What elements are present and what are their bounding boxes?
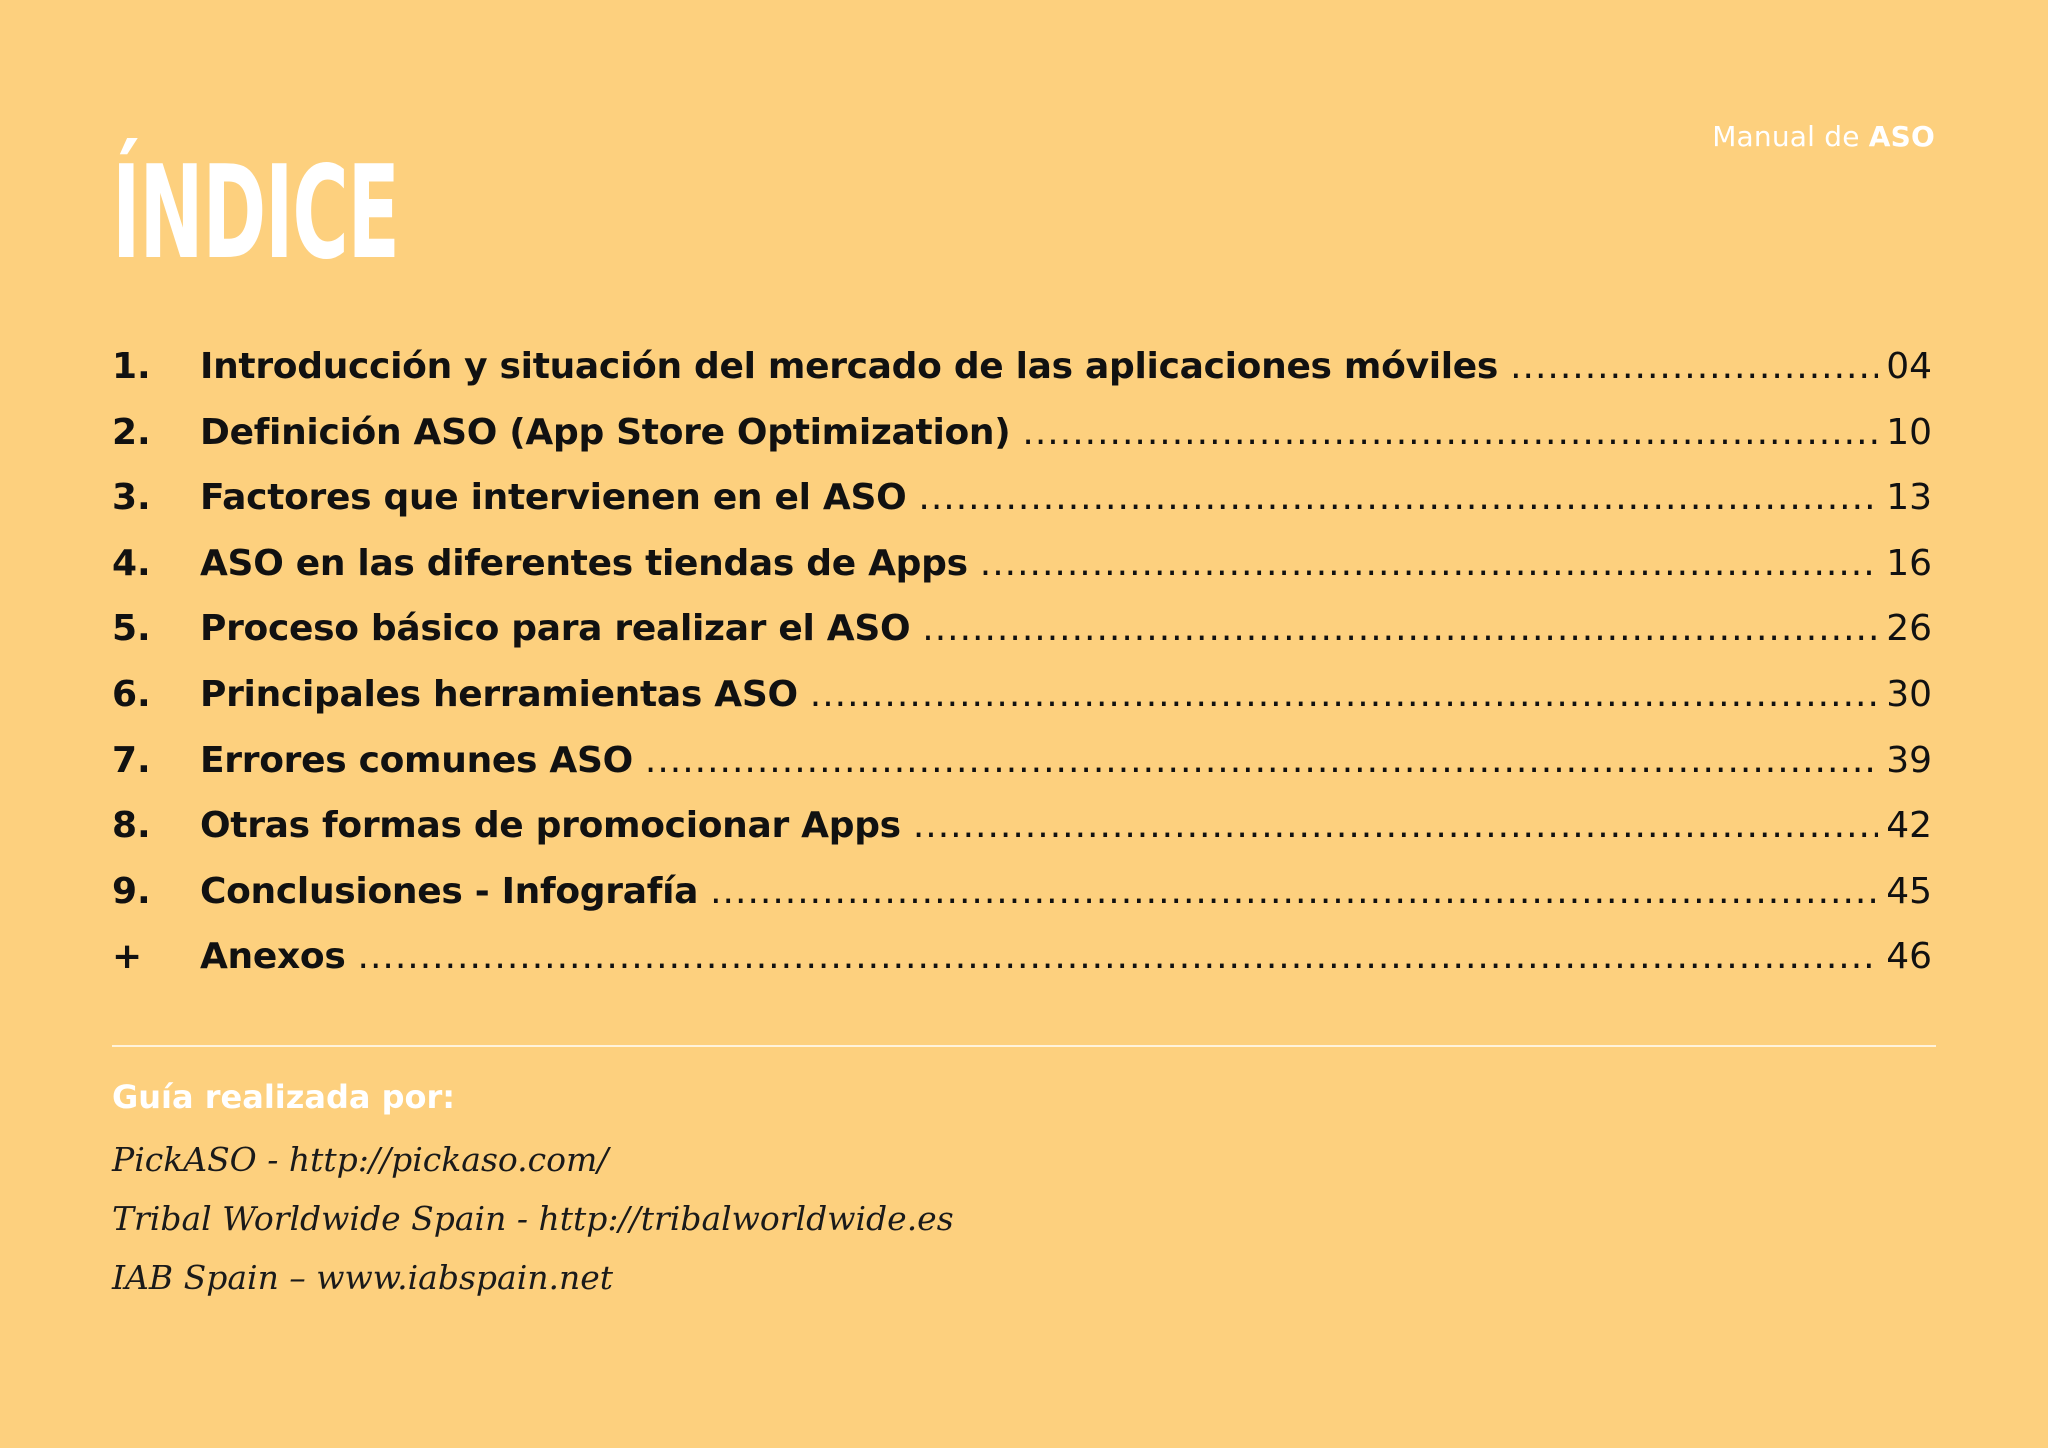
toc-leader-dots xyxy=(980,543,1878,584)
toc-entry[interactable] xyxy=(112,740,1932,806)
credit-line: IAB Spain – www.iabspain.net xyxy=(112,1258,614,1297)
credits-list xyxy=(112,1130,954,1307)
toc-entry-title: Anexos xyxy=(200,936,346,978)
credit-line: PickASO - http://pickaso.com/ xyxy=(112,1140,609,1179)
toc-leader-dots xyxy=(913,805,1878,846)
toc-entry-page: 30 xyxy=(1886,673,1932,715)
toc-entry-page: 39 xyxy=(1886,739,1932,781)
toc-entry-title: Otras formas de promocionar Apps xyxy=(200,805,901,847)
toc-entry-title: ASO en las diferentes tiendas de Apps xyxy=(200,542,968,584)
document-header xyxy=(1712,120,1935,153)
toc-entry[interactable] xyxy=(112,608,1932,674)
toc-entry-number: 3. xyxy=(112,477,151,519)
toc-entry-number: 1. xyxy=(112,346,151,387)
toc-entry[interactable] xyxy=(112,674,1932,740)
toc-entry-page: 16 xyxy=(1886,542,1932,584)
toc-leader-dots xyxy=(358,936,1879,977)
toc-entry-title: Errores comunes ASO xyxy=(200,739,633,781)
toc-entry-title: Proceso básico para realizar el ASO xyxy=(200,608,911,650)
toc-leader-dots xyxy=(922,608,1878,649)
toc-entry[interactable] xyxy=(112,477,1932,543)
toc-entry-number: 8. xyxy=(112,805,151,847)
toc-leader-dots xyxy=(645,740,1878,781)
toc-entry-page: 26 xyxy=(1886,608,1932,650)
header-prefix: Manual de xyxy=(1712,120,1860,153)
toc-leader-dots xyxy=(918,477,1878,518)
credit-line: Tribal Worldwide Spain - http://tribalworldwide.es xyxy=(112,1199,954,1238)
toc-entry-page: 46 xyxy=(1886,936,1932,978)
toc-entry-page: 04 xyxy=(1886,346,1932,387)
toc-entry-number: 4. xyxy=(112,542,151,584)
toc-entry[interactable] xyxy=(112,871,1932,937)
table-of-contents xyxy=(112,346,1932,1002)
toc-entry-title: Definición ASO (App Store Optimization) xyxy=(200,411,1011,453)
toc-entry-page: 45 xyxy=(1886,870,1932,912)
toc-entry[interactable] xyxy=(112,805,1932,871)
toc-leader-dots xyxy=(810,674,1878,715)
toc-entry-number: 9. xyxy=(112,870,151,912)
toc-entry[interactable] xyxy=(112,346,1932,412)
toc-entry[interactable] xyxy=(112,412,1932,478)
toc-entry-title: Conclusiones - Infografía xyxy=(200,870,699,912)
toc-entry-number: 5. xyxy=(112,608,151,650)
credits-heading: Guía realizada por: xyxy=(112,1078,456,1116)
toc-leader-dots xyxy=(1022,412,1878,453)
header-emphasis: ASO xyxy=(1868,120,1935,153)
toc-entry-page: 42 xyxy=(1886,805,1932,847)
toc-leader-dots xyxy=(1510,346,1878,387)
section-divider xyxy=(112,1045,1936,1047)
toc-entry-number: 2. xyxy=(112,411,151,453)
toc-leader-dots xyxy=(710,871,1878,912)
toc-entry-page: 10 xyxy=(1886,411,1932,453)
toc-entry-title: Introducción y situación del mercado de las aplicaciones móviles xyxy=(200,346,1499,387)
toc-entry-title: Factores que intervienen en el ASO xyxy=(200,477,907,519)
toc-entry-number: + xyxy=(112,936,143,978)
toc-entry[interactable] xyxy=(112,936,1932,1002)
toc-entry-page: 13 xyxy=(1886,477,1932,519)
page-title: ÍNDICE xyxy=(112,139,399,288)
toc-entry-number: 6. xyxy=(112,673,151,715)
toc-entry-title: Principales herramientas ASO xyxy=(200,673,798,715)
toc-entry[interactable] xyxy=(112,543,1932,609)
toc-entry-number: 7. xyxy=(112,739,151,781)
